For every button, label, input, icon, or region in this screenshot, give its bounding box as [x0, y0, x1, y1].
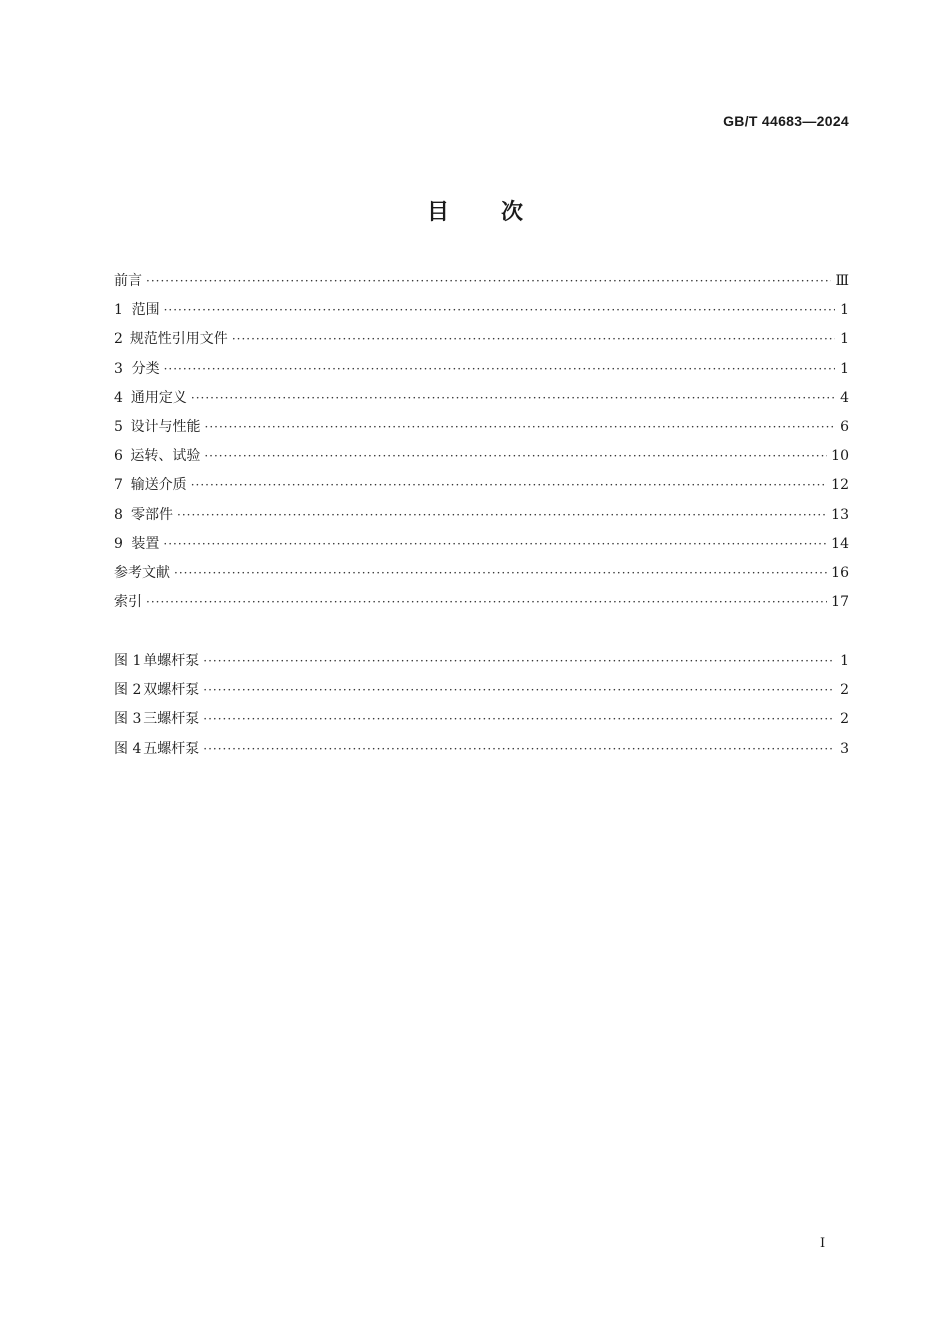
- figure-entry-number: 图 2: [114, 682, 142, 699]
- toc-entry-3[interactable]: [114, 358, 849, 387]
- toc-entry-number: 8: [114, 506, 123, 523]
- toc-entry-label: 运转、试验: [130, 448, 201, 465]
- page-title-char-1: 目: [426, 200, 449, 225]
- toc-entry-9[interactable]: [114, 533, 849, 562]
- toc-entry-label: 范围: [131, 302, 160, 319]
- figure-entry-page: 3: [840, 740, 849, 757]
- figure-entry-2[interactable]: [114, 679, 849, 708]
- toc-entry-number: 7: [114, 477, 123, 494]
- toc-entry-1[interactable]: [114, 299, 849, 328]
- toc-entry-8[interactable]: [114, 504, 849, 533]
- standard-code: GB/T 44683—2024: [723, 113, 849, 129]
- toc-entry-number: 2: [114, 331, 123, 348]
- toc-leader-dots: [146, 274, 831, 288]
- toc-entry-number: 4: [114, 389, 123, 406]
- figure-entry-label: 三螺杆泵: [143, 711, 200, 728]
- figure-entry-number: 图 4: [114, 740, 142, 757]
- toc-entry-page: 12: [831, 477, 849, 494]
- toc-leader-dots: [174, 566, 827, 580]
- toc-leader-dots: [204, 449, 827, 463]
- toc-entry-4[interactable]: [114, 387, 849, 416]
- toc-entry-label: 规范性引用文件: [129, 331, 228, 348]
- toc-entry-references[interactable]: [114, 562, 849, 591]
- figure-entry-3[interactable]: [114, 708, 849, 737]
- toc-entry-index[interactable]: [114, 591, 849, 620]
- toc-entry-page: 16: [831, 564, 849, 581]
- toc-entry-label: 前言: [114, 273, 142, 289]
- toc-entry-label: 设计与性能: [130, 418, 201, 435]
- toc-leader-dots: [191, 391, 835, 405]
- toc-leader-dots: [163, 537, 827, 551]
- toc-entry-page: 10: [831, 448, 849, 465]
- toc-leader-dots: [205, 420, 835, 434]
- toc-leader-dots: [164, 362, 835, 376]
- toc-entry-label: 装置: [131, 535, 160, 552]
- toc-leader-dots: [177, 508, 827, 522]
- toc-leader-dots: [164, 303, 835, 317]
- toc-leader-dots: [191, 478, 827, 492]
- toc-leader-dots: [203, 742, 835, 756]
- figure-entry-label: 双螺杆泵: [143, 682, 200, 699]
- toc-entry-label: 输送介质: [130, 477, 187, 494]
- toc-entry-number: 5: [114, 418, 123, 435]
- toc-entry-page: 17: [831, 594, 849, 611]
- toc-entry-number: 6: [114, 448, 123, 465]
- toc-entry-page: 1: [840, 302, 849, 319]
- toc-entry-page: 13: [831, 506, 849, 523]
- toc-entry-number: 9: [114, 535, 123, 552]
- toc-entry-label: 通用定义: [130, 389, 187, 406]
- toc-entry-page: 14: [831, 535, 849, 552]
- page-number: I: [820, 1236, 826, 1251]
- list-of-figures: [114, 650, 849, 767]
- toc-entry-label: 分类: [131, 360, 160, 377]
- toc-entry-label: 零部件: [131, 506, 174, 523]
- toc-leader-dots: [146, 595, 827, 609]
- toc-entry-page: 6: [840, 418, 849, 435]
- figure-entry-page: 1: [840, 653, 849, 669]
- toc-leader-dots: [203, 654, 835, 668]
- figure-entry-label: 五螺杆泵: [143, 740, 200, 757]
- figure-entry-1[interactable]: [114, 650, 849, 679]
- figure-entry-number: 图 3: [114, 711, 142, 728]
- toc-entry-page: 4: [840, 389, 849, 406]
- toc-entry-page: Ⅲ: [835, 273, 849, 289]
- toc-entry-label: 索引: [114, 594, 142, 611]
- page-title: [0, 195, 950, 226]
- page-title-char-2: 次: [501, 200, 524, 225]
- toc-entry-number: 3: [114, 360, 123, 377]
- figure-entry-number: 图 1: [114, 653, 142, 669]
- table-of-contents: [114, 270, 849, 620]
- toc-entry-page: 1: [840, 360, 849, 377]
- toc-entry-number: 1: [114, 302, 123, 319]
- toc-entry-foreword[interactable]: [114, 270, 849, 299]
- toc-entry-2[interactable]: [114, 328, 849, 357]
- figure-entry-4[interactable]: [114, 738, 849, 767]
- toc-leader-dots: [203, 712, 835, 726]
- toc-entry-page: 1: [840, 331, 849, 348]
- figure-entry-label: 单螺杆泵: [143, 653, 200, 669]
- figure-entry-page: 2: [840, 682, 849, 699]
- toc-entry-7[interactable]: [114, 474, 849, 503]
- toc-entry-5[interactable]: [114, 416, 849, 445]
- figure-entry-page: 2: [840, 711, 849, 728]
- toc-leader-dots: [203, 683, 835, 697]
- toc-entry-6[interactable]: [114, 445, 849, 474]
- toc-leader-dots: [232, 332, 835, 346]
- toc-entry-label: 参考文献: [114, 564, 170, 581]
